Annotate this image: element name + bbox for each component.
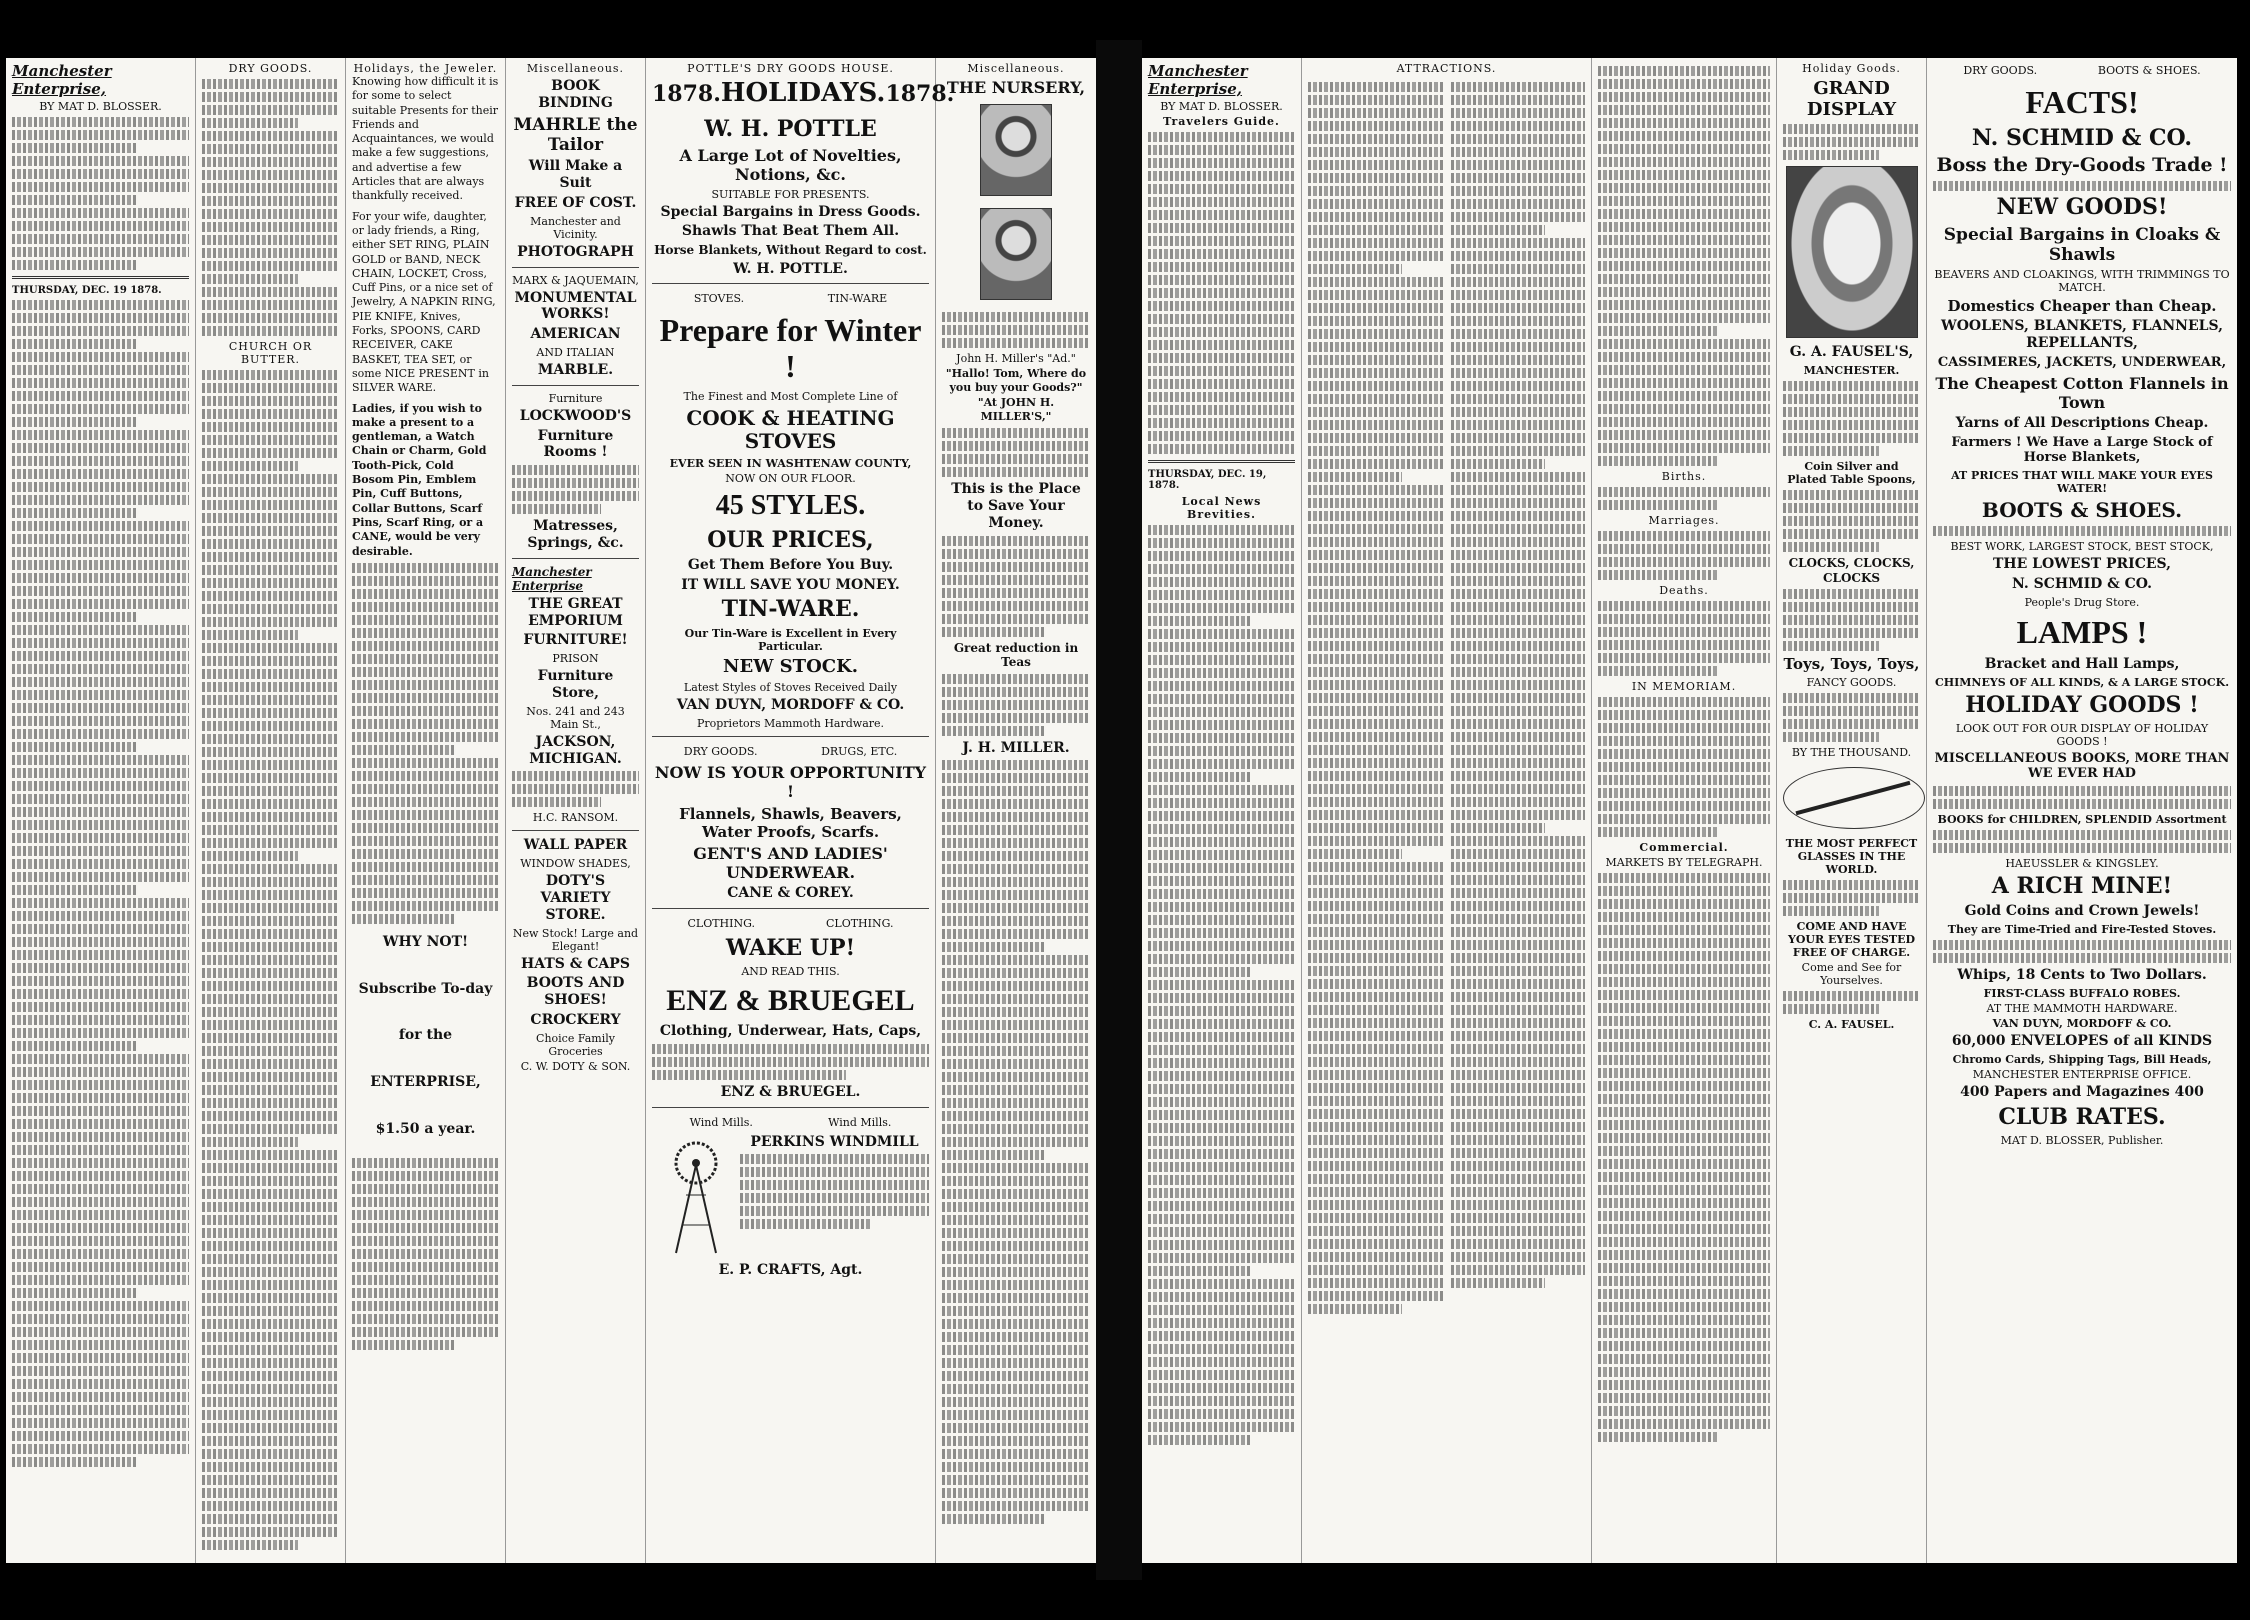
pottle-name: W. H. POTTLE (704, 115, 877, 142)
glasses: THE MOST PERFECT GLASSES IN THE WORLD. (1785, 836, 1918, 876)
eyes-water: AT PRICES THAT WILL MAKE YOUR EYES WATER! (1951, 468, 2213, 495)
clothing-label-left: CLOTHING. (687, 916, 756, 930)
doty-sign: C. W. DOTY & SON. (520, 1059, 631, 1073)
come-see: Come and See for Yourselves. (1801, 960, 1902, 987)
enz-bruegel: ENZ & BRUEGEL (666, 984, 915, 1018)
vanduyn: VAN DUYN, MORDOFF & CO. (676, 697, 905, 714)
haussler: HAEUSSLER & KINGSLEY. (2005, 857, 2159, 871)
italian: AND ITALIAN (536, 345, 615, 359)
jeweler-intro: Knowing how difficult it is for some to select suitable Presents for their Friends and Acquaintances, we would make a few suggestions, and advertise a few Articles that are always thankfully received. (352, 75, 499, 203)
teas: Great reduction in Teas (953, 640, 1079, 670)
grand-display: GRAND DISPLAY (1806, 78, 1897, 120)
rich-mine: A RICH MINE! (1991, 873, 2173, 900)
display: LOOK OUT FOR OUR DISPLAY OF HOLIDAY GOODS ! (1955, 721, 2209, 748)
chromo: Chromo Cards, Shipping Tags, Bill Heads, (1952, 1052, 2212, 1066)
right-col-3 (1592, 58, 1777, 1563)
subscribe-for: for the (398, 1027, 453, 1044)
miller-ad: John H. Miller's "Ad." (956, 352, 1076, 366)
right-col-1 (1142, 58, 1302, 1563)
manchester: MANCHESTER. (1803, 364, 1900, 378)
fancy-goods: FANCY GOODS. (1806, 675, 1897, 689)
subscribe-enterprise: ENTERPRISE, (370, 1074, 481, 1091)
windmill-label-left: Wind Mills. (689, 1115, 753, 1129)
article-text (1598, 66, 1770, 466)
perkins: PERKINS WINDMILL (750, 1133, 919, 1150)
attractions-heading: ATTRACTIONS. (1396, 62, 1497, 75)
news-text (1148, 525, 1295, 1445)
article-text (942, 760, 1090, 1524)
new-goods: NEW GOODS! (1996, 194, 2168, 221)
article-text (942, 428, 1090, 477)
cloaks: Special Bargains in Cloaks & Shawls (1943, 224, 2221, 266)
enterprise-office: MANCHESTER ENTERPRISE OFFICE. (1972, 1067, 2192, 1081)
thousand: BY THE THOUSAND. (1791, 745, 1912, 759)
clothing-heading (652, 915, 929, 932)
misc-heading: Miscellaneous. (526, 62, 625, 75)
article-text (942, 536, 1090, 637)
windmill-heading (652, 1114, 929, 1131)
holiday-goods-heading: Holiday Goods. (1802, 62, 1901, 75)
hats-caps: HATS & CAPS (521, 955, 630, 972)
subscribe-price: $1.50 a year. (375, 1120, 476, 1137)
nursery: THE NURSERY, (946, 78, 1086, 97)
cotton: The Cheapest Cotton Flannels in Town (1935, 373, 2229, 412)
markets-heading: MARKETS BY TELEGRAPH. (1605, 856, 1763, 869)
toys: Toys, Toys, Toys, (1783, 654, 1920, 673)
local-news: Local News Brevities. (1181, 495, 1262, 521)
hallo-tom: "Hallo! Tom, Where do you buy your Goods?" "At JOHN H. MILLER'S," (945, 367, 1087, 424)
clocks: CLOCKS, CLOCKS, CLOCKS (1788, 556, 1915, 585)
furniture-rooms: Furniture Rooms ! (537, 427, 614, 461)
floor: NOW ON OUR FLOOR. (725, 471, 856, 485)
mammoth: AT THE MAMMOTH HARDWARE. (1986, 1001, 2178, 1015)
read-this: AND READ THIS. (741, 965, 840, 979)
drug-store: People's Drug Store. (2024, 595, 2140, 609)
fausels: G. A. FAUSEL'S, (1789, 344, 1914, 361)
boss: Boss the Dry-Goods Trade ! (1936, 154, 2228, 177)
portrait-right-icon (980, 208, 1052, 300)
tinware: TIN-WARE. (721, 596, 860, 623)
jeweler-heading: Holidays, the Jeweler. (353, 62, 498, 75)
holidays-title: HOLIDAYS. (720, 78, 886, 108)
article-text (740, 1154, 929, 1229)
gold-coins: Gold Coins and Crown Jewels! (1964, 903, 2200, 920)
fausel-sign: C. A. FAUSEL. (1808, 1017, 1895, 1031)
wake-up: WAKE UP! (725, 934, 856, 961)
article-text (512, 465, 639, 514)
commercial-heading: Commercial. (1639, 841, 1729, 854)
article-text (652, 1044, 929, 1080)
envelopes: 60,000 ENVELOPES of all KINDS (1951, 1032, 2213, 1049)
article-text (202, 370, 339, 1550)
shawls: Shawls That Beat Them All. (681, 223, 900, 240)
article-columns (1308, 75, 1585, 1321)
coin-silver: Coin Silver and Plated Table Spoons, (1787, 460, 1916, 487)
cook-stoves: COOK & HEATING STOVES (686, 405, 895, 453)
marble: MARBLE. (537, 361, 614, 378)
misc-heading-2: Miscellaneous. (967, 62, 1065, 75)
boots-shoes: BOOTS & SHOES. (1981, 497, 2183, 522)
left-col-2 (196, 58, 346, 1563)
lockwood: LOCKWOOD'S (519, 407, 632, 424)
masthead: Manchester Enterprise, (12, 62, 112, 98)
left-col-3 (346, 58, 506, 1563)
farmers: Farmers ! We Have a Large Stock of Horse Blankets, (1951, 434, 2213, 466)
memoriam-heading: IN MEMORIAM. (1631, 680, 1737, 693)
save-money: IT WILL SAVE YOU MONEY. (681, 576, 900, 593)
left-col-6 (936, 58, 1096, 1563)
bracket: Bracket and Hall Lamps, (1984, 655, 2180, 672)
boots-label: BOOTS & SHOES. (2097, 64, 2201, 77)
styles: 45 STYLES. (715, 489, 866, 521)
wall-paper: WALL PAPER (523, 837, 628, 854)
get-them: Get Them Before You Buy. (687, 556, 894, 573)
jackson: JACKSON, MICHIGAN. (529, 733, 622, 767)
monumental: MONUMENTAL WORKS! (514, 289, 637, 323)
issue-date: THURSDAY, DEC. 19, 1878. (1148, 469, 1267, 491)
subheading: CHURCH OR BUTTER. (228, 340, 313, 366)
marx: MARX & JAQUEMAIN, (512, 273, 639, 287)
news-text (12, 300, 189, 1467)
article-text (352, 563, 499, 924)
pottle-sign: W. H. POTTLE. (733, 260, 848, 277)
subscribe-why: WHY NOT! (382, 933, 469, 950)
byline: BY MAT D. BLOSSER. (39, 100, 162, 113)
windmill-label-right: Wind Mills. (828, 1115, 892, 1129)
facts: FACTS! (2025, 84, 2139, 120)
schmid: N. SCHMID & CO. (1971, 125, 2193, 152)
children-books: BOOKS for CHILDREN, SPLENDID Assortment (1937, 813, 2227, 827)
drugs-label: DRUGS, ETC. (821, 745, 898, 759)
crockery: CROCKERY (530, 1011, 621, 1028)
new-stock: New Stock! Large and Elegant! (512, 926, 639, 953)
deaths-heading: Deaths. (1659, 584, 1709, 597)
eyes-tested: COME AND HAVE YOUR EYES TESTED FREE OF CHARGE. (1787, 919, 1915, 959)
subscribe-today: Subscribe To-day (358, 980, 493, 997)
tailor: MAHRLE the Tailor (513, 114, 638, 155)
timetable (1148, 132, 1295, 454)
holiday-goods: HOLIDAY GOODS ! (1965, 691, 2199, 718)
horse-blankets: Horse Blankets, Without Regard to cost. (654, 243, 927, 258)
crafts: E. P. CRAFTS, Agt. (718, 1261, 863, 1278)
novelties: A Large Lot of Novelties, Notions, &c. (679, 146, 902, 185)
vicinity: Manchester and Vicinity. (530, 214, 621, 241)
furniture-heading: Furniture (548, 391, 603, 405)
market-text (1598, 873, 1770, 1442)
cane-corey: CANE & COREY. (727, 884, 854, 901)
year-right: 1878. (885, 81, 955, 107)
book-binding: BOOK BINDING (538, 78, 613, 111)
yarns: Yarns of All Descriptions Cheap. (1955, 414, 2209, 431)
portrait-left-icon (980, 104, 1052, 196)
flannels: Flannels, Shawls, Beavers, Water Proofs, Scarfs. (679, 804, 902, 841)
article-text (512, 771, 639, 807)
right-col-4 (1777, 58, 1927, 1563)
drygoods-heading (652, 743, 929, 760)
suitable: SUITABLE FOR PRESENTS. (711, 187, 870, 201)
tinware-label: TIN-WARE (827, 292, 888, 306)
holidays-banner (652, 75, 955, 113)
issue-date: THURSDAY, DEC. 19 1878. (12, 285, 162, 296)
page-gutter (1096, 40, 1142, 1580)
prepare-winter: Prepare for Winter ! (659, 312, 922, 384)
excellent: Our Tin-Ware is Excellent in Every Particular. (684, 626, 897, 653)
article-text (942, 674, 1090, 736)
doty-store: DOTY'S VARIETY STORE. (540, 873, 611, 923)
vanduyn: VAN DUYN, MORDOFF & CO. (1992, 1016, 2172, 1030)
miller-sign: J. H. MILLER. (962, 739, 1070, 756)
cassimeres: CASSIMERES, JACKETS, UNDERWEAR, (1937, 355, 2227, 370)
furniture-store: Furniture Store, (537, 668, 614, 701)
enz-sign: ENZ & BRUEGEL. (720, 1083, 861, 1100)
misc-books: MISCELLANEOUS BOOKS, MORE THAN WE EVER HAD (1934, 750, 2230, 782)
opportunity: NOW IS YOUR OPPORTUNITY ! (654, 763, 927, 802)
mammoth: Proprietors Mammoth Hardware. (696, 717, 885, 731)
article-text (352, 1158, 499, 1350)
window-shades: WINDOW SHADES, (520, 857, 631, 871)
year-left: 1878. (652, 81, 721, 107)
photograph: PHOTOGRAPH (517, 243, 634, 260)
article-text (202, 79, 339, 336)
free-of-cost: FREE OF COST. (514, 194, 637, 211)
clothing-label-right: CLOTHING. (825, 916, 894, 930)
windmill-ad (652, 1131, 929, 1259)
article-text (942, 312, 1090, 348)
whips: Whips, 18 Cents to Two Dollars. (1957, 967, 2207, 984)
mattresses: Matresses, Springs, &c. (527, 518, 624, 551)
our-prices: OUR PRICES, (707, 526, 874, 553)
finest-line: The Finest and Most Complete Line of (683, 389, 898, 403)
windmill-icon (656, 1135, 736, 1255)
new-stock: NEW STOCK. (723, 655, 858, 677)
rule-line (1933, 181, 2231, 191)
jeweler-list: For your wife, daughter, or lady friends, a Ring, either SET RING, PLAIN GOLD or BAND, NECK CHAIN, LOCKET, Cross, Cuff Pins, or a nice set of Jewelry, A NAPKIN RING, PIE KNIFE, Knives, Forks, SPOONS, CARD RECEIVER, CAKE BASKET, TEA SET, or some NICE PRESENT in SILVER WARE. (352, 209, 496, 395)
underwear: GENT'S AND LADIES' UNDERWEAR. (693, 843, 888, 882)
robes: FIRST-CLASS BUFFALO ROBES. (1983, 986, 2181, 1000)
column-heading: DRY GOODS. (228, 62, 313, 75)
suit: Will Make a Suit (528, 158, 623, 192)
right-col-2 (1302, 58, 1592, 1563)
left-newspaper-page (6, 58, 1096, 1563)
groceries: Choice Family Groceries (536, 1031, 615, 1058)
lowest-prices: THE LOWEST PRICES, (1992, 555, 2172, 572)
emporium: THE GREAT EMPORIUM (528, 595, 623, 629)
pottle-header: POTTLE'S DRY GOODS HOUSE. (687, 62, 894, 75)
left-col-5 (646, 58, 955, 1563)
furniture: FURNITURE! (523, 632, 628, 649)
drygoods-label: DRY GOODS. (683, 745, 758, 759)
marriages-heading: Marriages. (1648, 514, 1720, 527)
left-col-4 (506, 58, 646, 1563)
prison: PRISON (552, 652, 599, 666)
article-text (12, 117, 189, 270)
ransom: H.C. RANSOM. (532, 811, 619, 825)
bargains: Special Bargains in Dress Goods. (660, 203, 921, 220)
beavers: BEAVERS AND CLOAKINGS, WITH TRIMMINGS TO MATCH. (1934, 268, 2230, 295)
births-heading: Births. (1661, 470, 1707, 483)
enterprise-masthead: Manchester Enterprise (512, 564, 592, 593)
chimneys: CHIMNEYS OF ALL KINDS, & A LARGE STOCK. (1934, 675, 2230, 689)
left-col-1 (6, 58, 196, 1563)
clothing-line: Clothing, Underwear, Hats, Caps, (659, 1023, 922, 1040)
club-rates: CLUB RATES. (1998, 1103, 2166, 1130)
jeweler-ladies: Ladies, if you wish to make a present to a gentleman, a Watch Chain or Charm, Gold Tooth-Pick, Cold Bosom Pin, Emblem Pin, Cuff Buttons, Collar Buttons, Scarf Pins, Scarf Ring, or a CANE, would be very desirable. (352, 401, 487, 558)
stoves-label: STOVES. (693, 292, 745, 306)
schmid-header (1933, 62, 2231, 79)
lamps: LAMPS ! (2016, 613, 2148, 650)
stove-heading (652, 290, 929, 307)
schmid-sign: N. SCHMID & CO. (2011, 575, 2153, 592)
masthead: Manchester Enterprise, (1148, 62, 1248, 98)
papers: 400 Papers and Magazines 400 (1960, 1083, 2204, 1100)
spectacles-icon (1783, 767, 1925, 829)
best-work: BEST WORK, LARGEST STOCK, BEST STOCK, (1950, 539, 2214, 553)
domestics: Domestics Cheaper than Cheap. (1947, 297, 2217, 316)
woolens: WOOLENS, BLANKETS, FLANNELS, REPELLANTS, (1941, 318, 2223, 352)
drygoods-label: DRY GOODS. (1963, 64, 2038, 77)
address: Nos. 241 and 243 Main St., (526, 704, 625, 731)
right-newspaper-page (1142, 58, 2237, 1563)
time-tried: They are Time-Tried and Fire-Tested Stoves. (1947, 923, 2217, 937)
travelers-guide: Travelers Guide. (1163, 115, 1280, 128)
right-col-5 (1927, 58, 2237, 1563)
boots-shoes: BOOTS AND SHOES! (526, 975, 625, 1009)
latest: Latest Styles of Stoves Received Daily (683, 681, 898, 695)
byline: BY MAT D. BLOSSER. (1160, 100, 1283, 113)
figure-illustration-icon (1786, 166, 1918, 338)
publisher: MAT D. BLOSSER, Publisher. (2000, 1133, 2164, 1147)
portraits (942, 100, 1090, 308)
washtenaw: EVER SEEN IN WASHTENAW COUNTY, (669, 456, 912, 470)
save-place: This is the Place to Save Your Money. (951, 481, 1081, 531)
american: AMERICAN (530, 326, 621, 343)
